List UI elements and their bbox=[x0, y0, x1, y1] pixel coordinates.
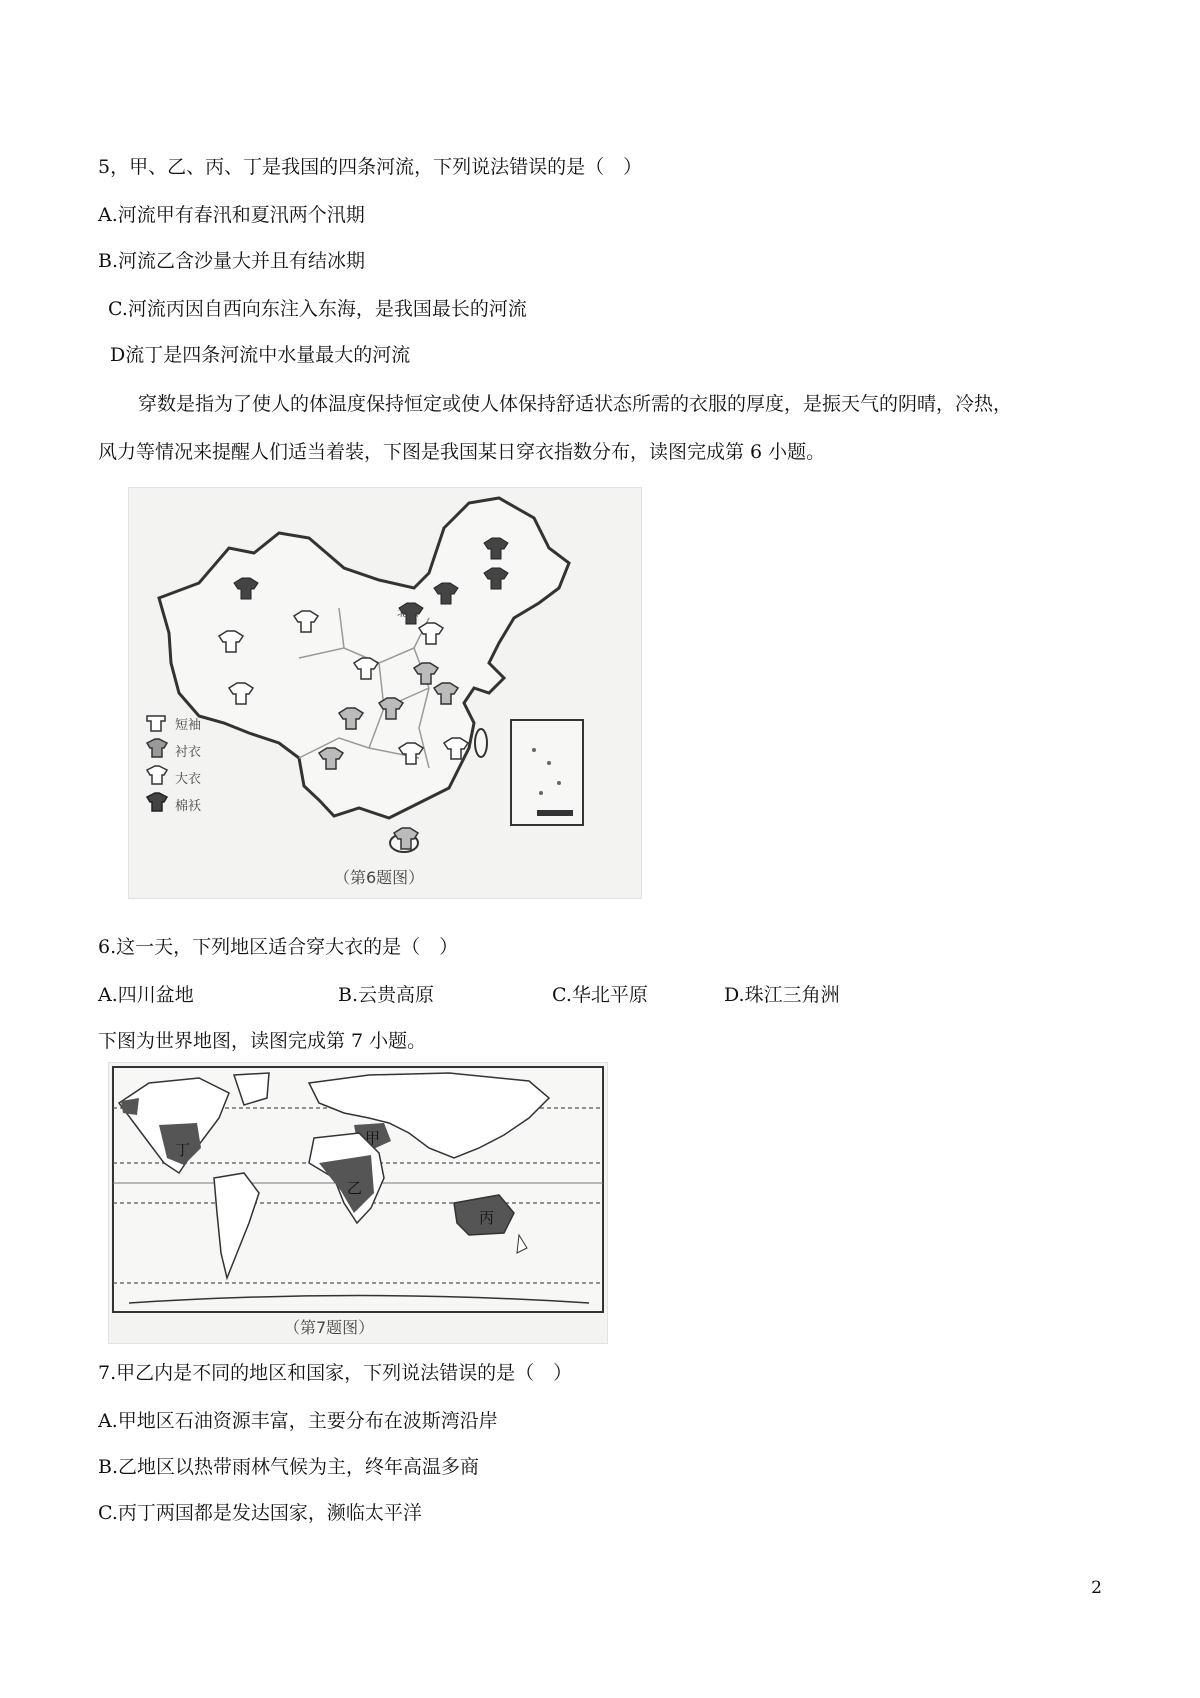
intro7: 下图为世界地图，读图完成第 7 小题。 bbox=[98, 1030, 427, 1052]
q6-option-b: B.云贵高原 bbox=[338, 984, 435, 1006]
q5-option-d: D流丁是四条河流中水量最大的河流 bbox=[110, 344, 411, 366]
legend-cotton-coat: 棉袄 bbox=[175, 799, 202, 814]
intro6-line1: 穿数是指为了使人的体温度保持恒定或使人体保持舒适状态所需的衣服的厚度，是振天气的阴晴，冷热， bbox=[138, 393, 1013, 415]
world-map bbox=[108, 1062, 608, 1344]
q7-option-b: B.乙地区以热带雨林气候为主，终年高温多商 bbox=[98, 1456, 480, 1478]
legend-short-sleeve: 短袖 bbox=[175, 718, 202, 733]
q5-option-c: C.河流丙因自西向东注入东海，是我国最长的河流 bbox=[108, 298, 527, 320]
q7-option-c: C.丙丁两国都是发达国家，濒临太平洋 bbox=[98, 1502, 422, 1524]
q6-option-c: C.华北平原 bbox=[552, 984, 648, 1006]
q5-stem: 5，甲、乙、丙、丁是我国的四条河流，下列说法错误的是（ ） bbox=[98, 156, 643, 178]
map6-caption: （第6题图） bbox=[334, 868, 425, 887]
label-yi: 乙 bbox=[347, 1179, 363, 1197]
q6-stem: 6.这一天，下列地区适合穿大衣的是（ ） bbox=[98, 936, 459, 958]
q6-option-d: D.珠江三角洲 bbox=[724, 984, 840, 1006]
map6-city-label: 北京 bbox=[397, 606, 419, 619]
q5-option-b: B.河流乙含沙量大并且有结冰期 bbox=[98, 250, 366, 272]
page-number: 2 bbox=[1091, 1578, 1102, 1598]
label-ding: 丁 bbox=[175, 1141, 191, 1159]
label-bing: 丙 bbox=[479, 1209, 495, 1227]
map6-legend bbox=[147, 716, 201, 814]
q5-option-a: A.河流甲有春汛和夏汛两个汛期 bbox=[98, 204, 365, 226]
legend-shirt: 衬衣 bbox=[175, 745, 202, 760]
clothing-index-map bbox=[128, 487, 642, 899]
q7-option-a: A.甲地区石油资源丰富，主要分布在波斯湾沿岸 bbox=[98, 1410, 498, 1432]
q7-stem: 7.甲乙内是不同的地区和国家，下列说法错误的是（ ） bbox=[98, 1362, 573, 1384]
intro6-line2: 风力等情况来提醒人们适当着装，下图是我国某日穿衣指数分布，读图完成第 6 小题。 bbox=[98, 441, 826, 463]
map7-caption: （第7题图） bbox=[284, 1318, 375, 1337]
q6-option-a: A.四川盆地 bbox=[98, 984, 194, 1006]
legend-coat: 大衣 bbox=[175, 772, 202, 787]
label-jia: 甲 bbox=[365, 1129, 381, 1147]
